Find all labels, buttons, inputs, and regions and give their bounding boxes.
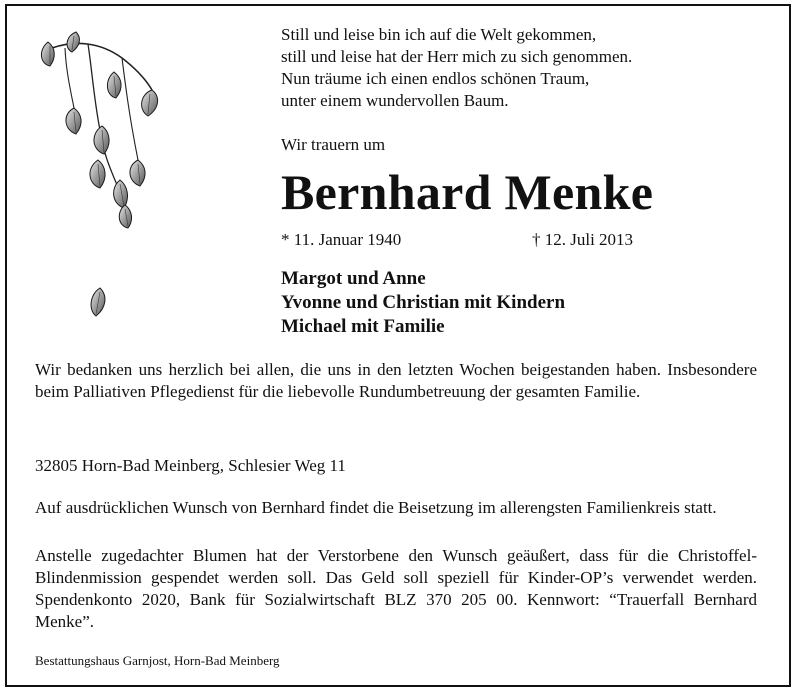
mourners-list: [281, 267, 565, 339]
mourner-entry: Michael mit Familie: [281, 316, 445, 337]
donation-note: Anstelle zugedachter Blumen hat der Verstorbene den Wunsch geäußert, dass für die Christoffel-Blindenmission gespendet werden soll. Das Geld soll speziell für Kinder-OP’s verwendet werden. Spendenkonto 2020, Bank für Sozialwirtschaft BLZ 370 205 00. Kennwort: “Trauerfall Bernhard Menke”.: [35, 546, 757, 631]
birch-branch-icon: [30, 30, 170, 350]
poem-line: still und leise hat der Herr mich zu sich genommen.: [281, 47, 633, 66]
thanks-paragraph: Wir bedanken uns herzlich bei allen, die uns in den letzten Wochen beigestanden haben. Insbesondere beim Palliativen Pflegedienst für die liebevolle Rundumbetreuung der gesamten Familie.: [35, 360, 757, 401]
address: 32805 Horn-Bad Meinberg, Schlesier Weg 11: [35, 456, 346, 475]
deceased-name: Bernhard Menke: [281, 164, 654, 220]
funeral-home: Bestattungshaus Garnjost, Horn-Bad Meinberg: [35, 653, 280, 668]
funeral-note: Auf ausdrücklichen Wunsch von Bernhard findet die Beisetzung im allerengsten Familienkreis statt.: [35, 498, 717, 517]
mourner-entry: Yvonne und Christian mit Kindern: [281, 292, 566, 313]
mourner-entry: Margot und Anne: [281, 268, 426, 289]
poem-line: unter einem wundervollen Baum.: [281, 91, 509, 110]
birth-date: * 11. Januar 1940: [281, 230, 402, 249]
poem-line: Still und leise bin ich auf die Welt gekommen,: [281, 25, 597, 44]
poem: [281, 24, 761, 112]
death-date: † 12. Juli 2013: [532, 230, 634, 249]
poem-line: Nun träume ich einen endlos schönen Traum,: [281, 69, 590, 88]
mourning-intro: Wir trauern um: [281, 135, 386, 154]
